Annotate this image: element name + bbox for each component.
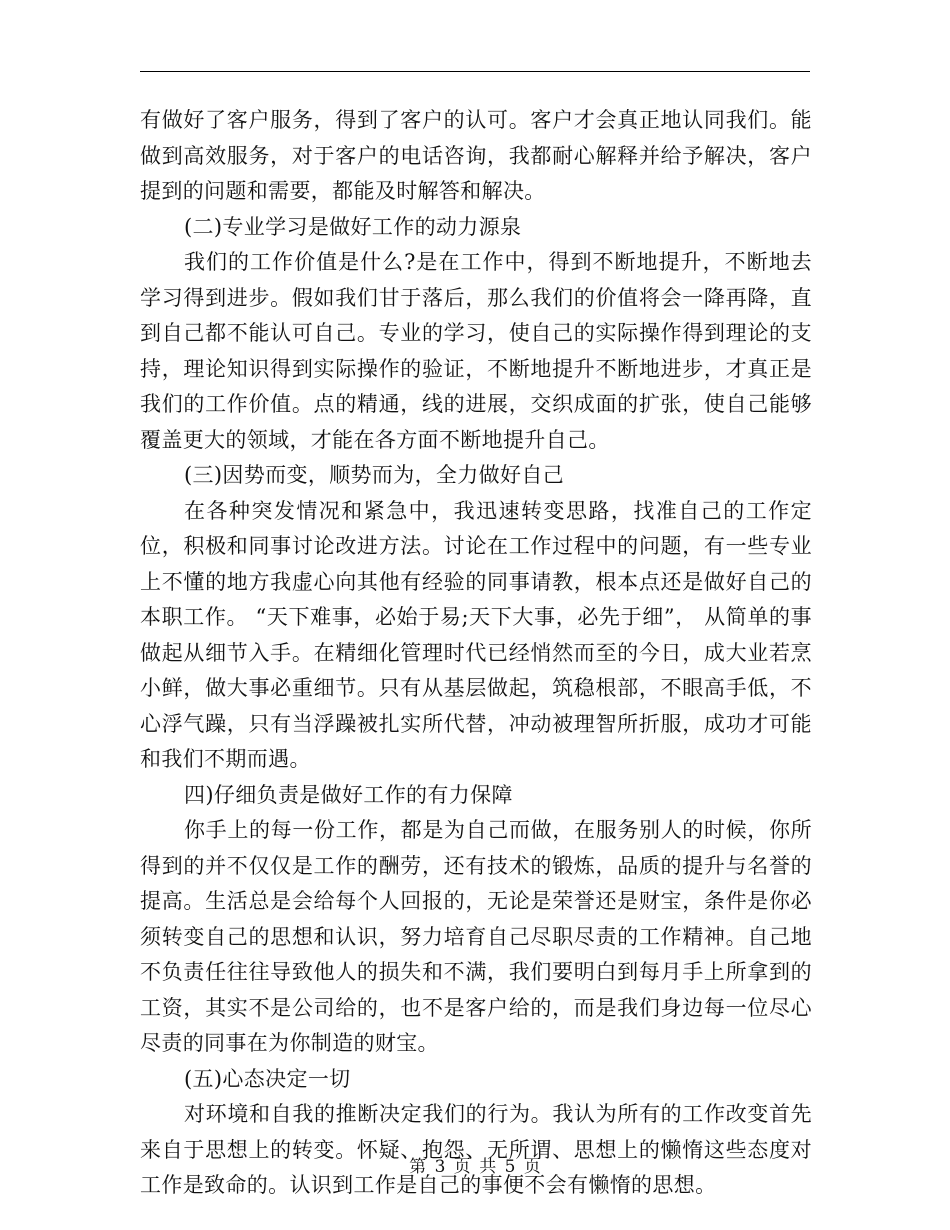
- paragraph-section-5: 对环境和自我的推断决定我们的行为。我认为所有的工作改变首先来自于思想上的转变。怀疑、抱怨、无所谓、思想上的懒惰这些态度对工作是致命的。认识到工作是自己的事便不会有懒惰的思想。: [140, 1102, 812, 1197]
- page-footer: 第 3 页 共 5 页: [409, 1157, 541, 1177]
- section-heading-4: 四)仔细负责是做好工作的有力保障: [184, 782, 513, 807]
- section-heading-2: (二)专业学习是做好工作的动力源泉: [184, 214, 522, 239]
- paragraph-section-2: 我们的工作价值是什么?是在工作中，得到不断地提升，不断地去学习得到进步。假如我们甘于落后，那么我们的价值将会一降再降，直到自己都不能认可自己。专业的学习，使自己的实际操作得到理论的支持，理论知识得到实际操作的验证，不断地提升不断地进步，才真正是我们的工作价值。点的精通，线的进展，交织成面的扩张，使自己能够覆盖更大的领域，才能在各方面不断地提升自己。: [140, 250, 812, 452]
- section-heading-3: (三)因势而变，顺势而为，全力做好自己: [184, 463, 565, 487]
- document-body: [140, 103, 812, 1204]
- section-heading-5: (五)心态决定一切: [184, 1066, 351, 1091]
- paragraph-section-3: 在各种突发情况和紧急中，我迅速转变思路，找准自己的工作定位，积极和同事讨论改进方法。讨论在工作过程中的问题，有一些专业上不懂的地方我虚心向其他有经验的同事请教，根本点还是做好自己的本职工作。 “天下难事，必始于易;天下大事，必先于细”， 从简单的事做起从细节入手。在精细化管理时代已经悄然而至的今日，成大业若烹小鲜，做大事必重细节。只有从基层做起，筑稳根部，不眼高手低，不心浮气躁，只有当浮躁被扎实所代替，冲动被理智所折服，成功才可能和我们不期而遇。: [140, 498, 812, 771]
- paragraph-section-4: 你手上的每一份工作，都是为自己而做，在服务别人的时候，你所得到的并不仅仅是工作的酬劳，还有技术的锻炼，品质的提升与名誉的提高。生活总是会给每个人回报的，无论是荣誉还是财宝，条件是你必须转变自己的思想和认识，努力培育自己尽职尽责的工作精神。自己地不负责任往往导致他人的损失和不满，我们要明白到每月手上所拿到的工资，其实不是公司给的，也不是客户给的，而是我们身边每一位尽心尽责的同事在为你制造的财宝。: [140, 818, 812, 1055]
- header-rule: [140, 71, 810, 72]
- paragraph-continuation: 有做好了客户服务，得到了客户的认可。客户才会真正地认同我们。能做到高效服务，对于客户的电话咨询，我都耐心解释并给予解决，客户提到的问题和需要，都能及时解答和解决。: [140, 108, 812, 203]
